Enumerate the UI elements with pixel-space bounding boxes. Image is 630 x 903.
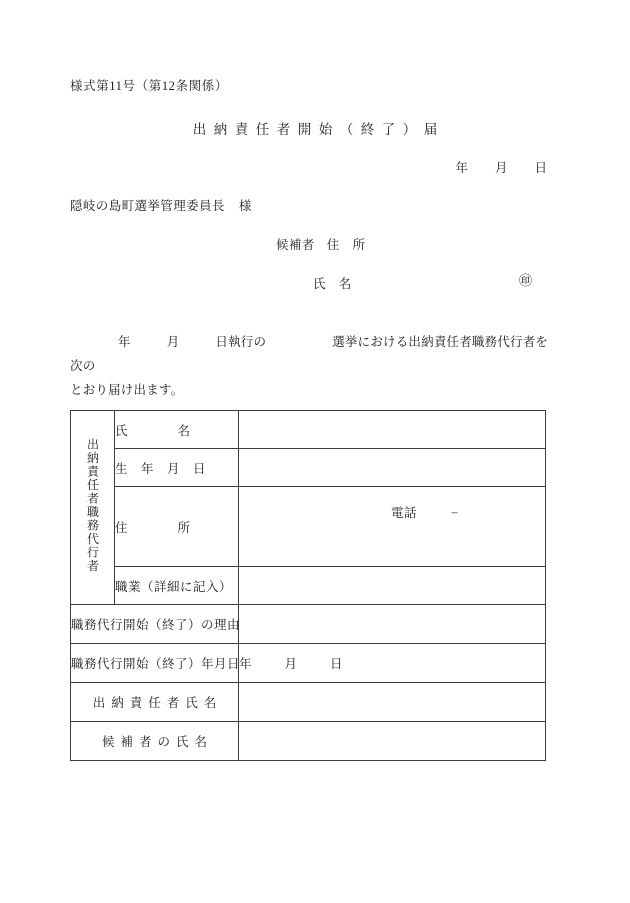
row-value-start-date[interactable]	[239, 644, 546, 683]
row-label-birthdate: 生 年 月 日	[115, 449, 239, 487]
candidate-prefix: 候補者	[276, 238, 315, 252]
declaration-table	[70, 410, 546, 761]
row-label-start-date: 職務代行開始（終了）年月日	[71, 644, 239, 683]
row-label-name-text: 氏 名	[115, 423, 191, 438]
body-year-label: 年	[118, 335, 131, 349]
table-row	[71, 644, 546, 683]
telephone-dash: −	[451, 505, 459, 520]
seal-icon: ㊞	[519, 273, 533, 288]
form-number: 様式第11号（第12条関係）	[70, 79, 228, 93]
body-line2: とおり届け出ます。	[70, 383, 184, 397]
candidate-name-label: 氏 名	[313, 277, 352, 291]
row-value-occupation[interactable]	[239, 567, 546, 605]
telephone-line	[391, 503, 459, 521]
row-label-address-text: 住 所	[115, 520, 191, 535]
table-row	[71, 605, 546, 644]
submission-year-label: 年	[455, 161, 469, 175]
start-date-month-label: 月	[284, 657, 299, 671]
row-label-reason: 職務代行開始（終了）の理由	[71, 605, 239, 644]
row-value-birthdate[interactable]	[239, 449, 546, 487]
row-label-candidate-name: 候補者の氏名	[71, 722, 239, 761]
start-date-day-label: 日	[330, 657, 344, 671]
body-tail: 選挙における出納責任者職務代行者を次の	[70, 335, 549, 373]
body-paragraph	[70, 330, 558, 402]
candidate-name-line	[313, 274, 374, 292]
row-value-reason[interactable]	[239, 605, 546, 644]
row-value-name[interactable]	[239, 411, 546, 449]
telephone-label: 電話	[391, 505, 418, 520]
submission-month-label: 月	[494, 161, 509, 175]
row-label-treasurer-name: 出納責任者氏名	[71, 683, 239, 722]
addressee-honorific: 様	[238, 199, 252, 213]
vertical-rubric-cell	[71, 411, 115, 605]
vertical-rubric-text: 出納責任者職務代行者	[85, 438, 100, 573]
row-label-address	[115, 487, 239, 567]
row-value-candidate-name[interactable]	[239, 722, 546, 761]
table-row	[71, 567, 546, 605]
candidate-address-label: 住 所	[326, 238, 366, 252]
submission-date-line	[455, 158, 548, 176]
addressee-office: 隠岐の島町選挙管理委員長	[70, 199, 225, 213]
submission-day-label: 日	[534, 161, 548, 175]
row-value-address[interactable]	[239, 487, 546, 567]
addressee	[70, 196, 252, 214]
row-label-occupation: 職業（詳細に記入）	[115, 567, 239, 605]
row-value-treasurer-name[interactable]	[239, 683, 546, 722]
candidate-address-line	[276, 235, 387, 253]
table-row	[71, 449, 546, 487]
page-title: 出納責任者開始（終了）届	[192, 122, 445, 137]
row-label-name	[115, 411, 239, 449]
start-date-year-label: 年	[239, 657, 253, 671]
table-row	[71, 487, 546, 567]
table-row	[71, 722, 546, 761]
body-month-label: 月	[166, 335, 180, 349]
table-row	[71, 411, 546, 449]
body-day-exec: 日執行の	[215, 335, 267, 349]
table-row	[71, 683, 546, 722]
